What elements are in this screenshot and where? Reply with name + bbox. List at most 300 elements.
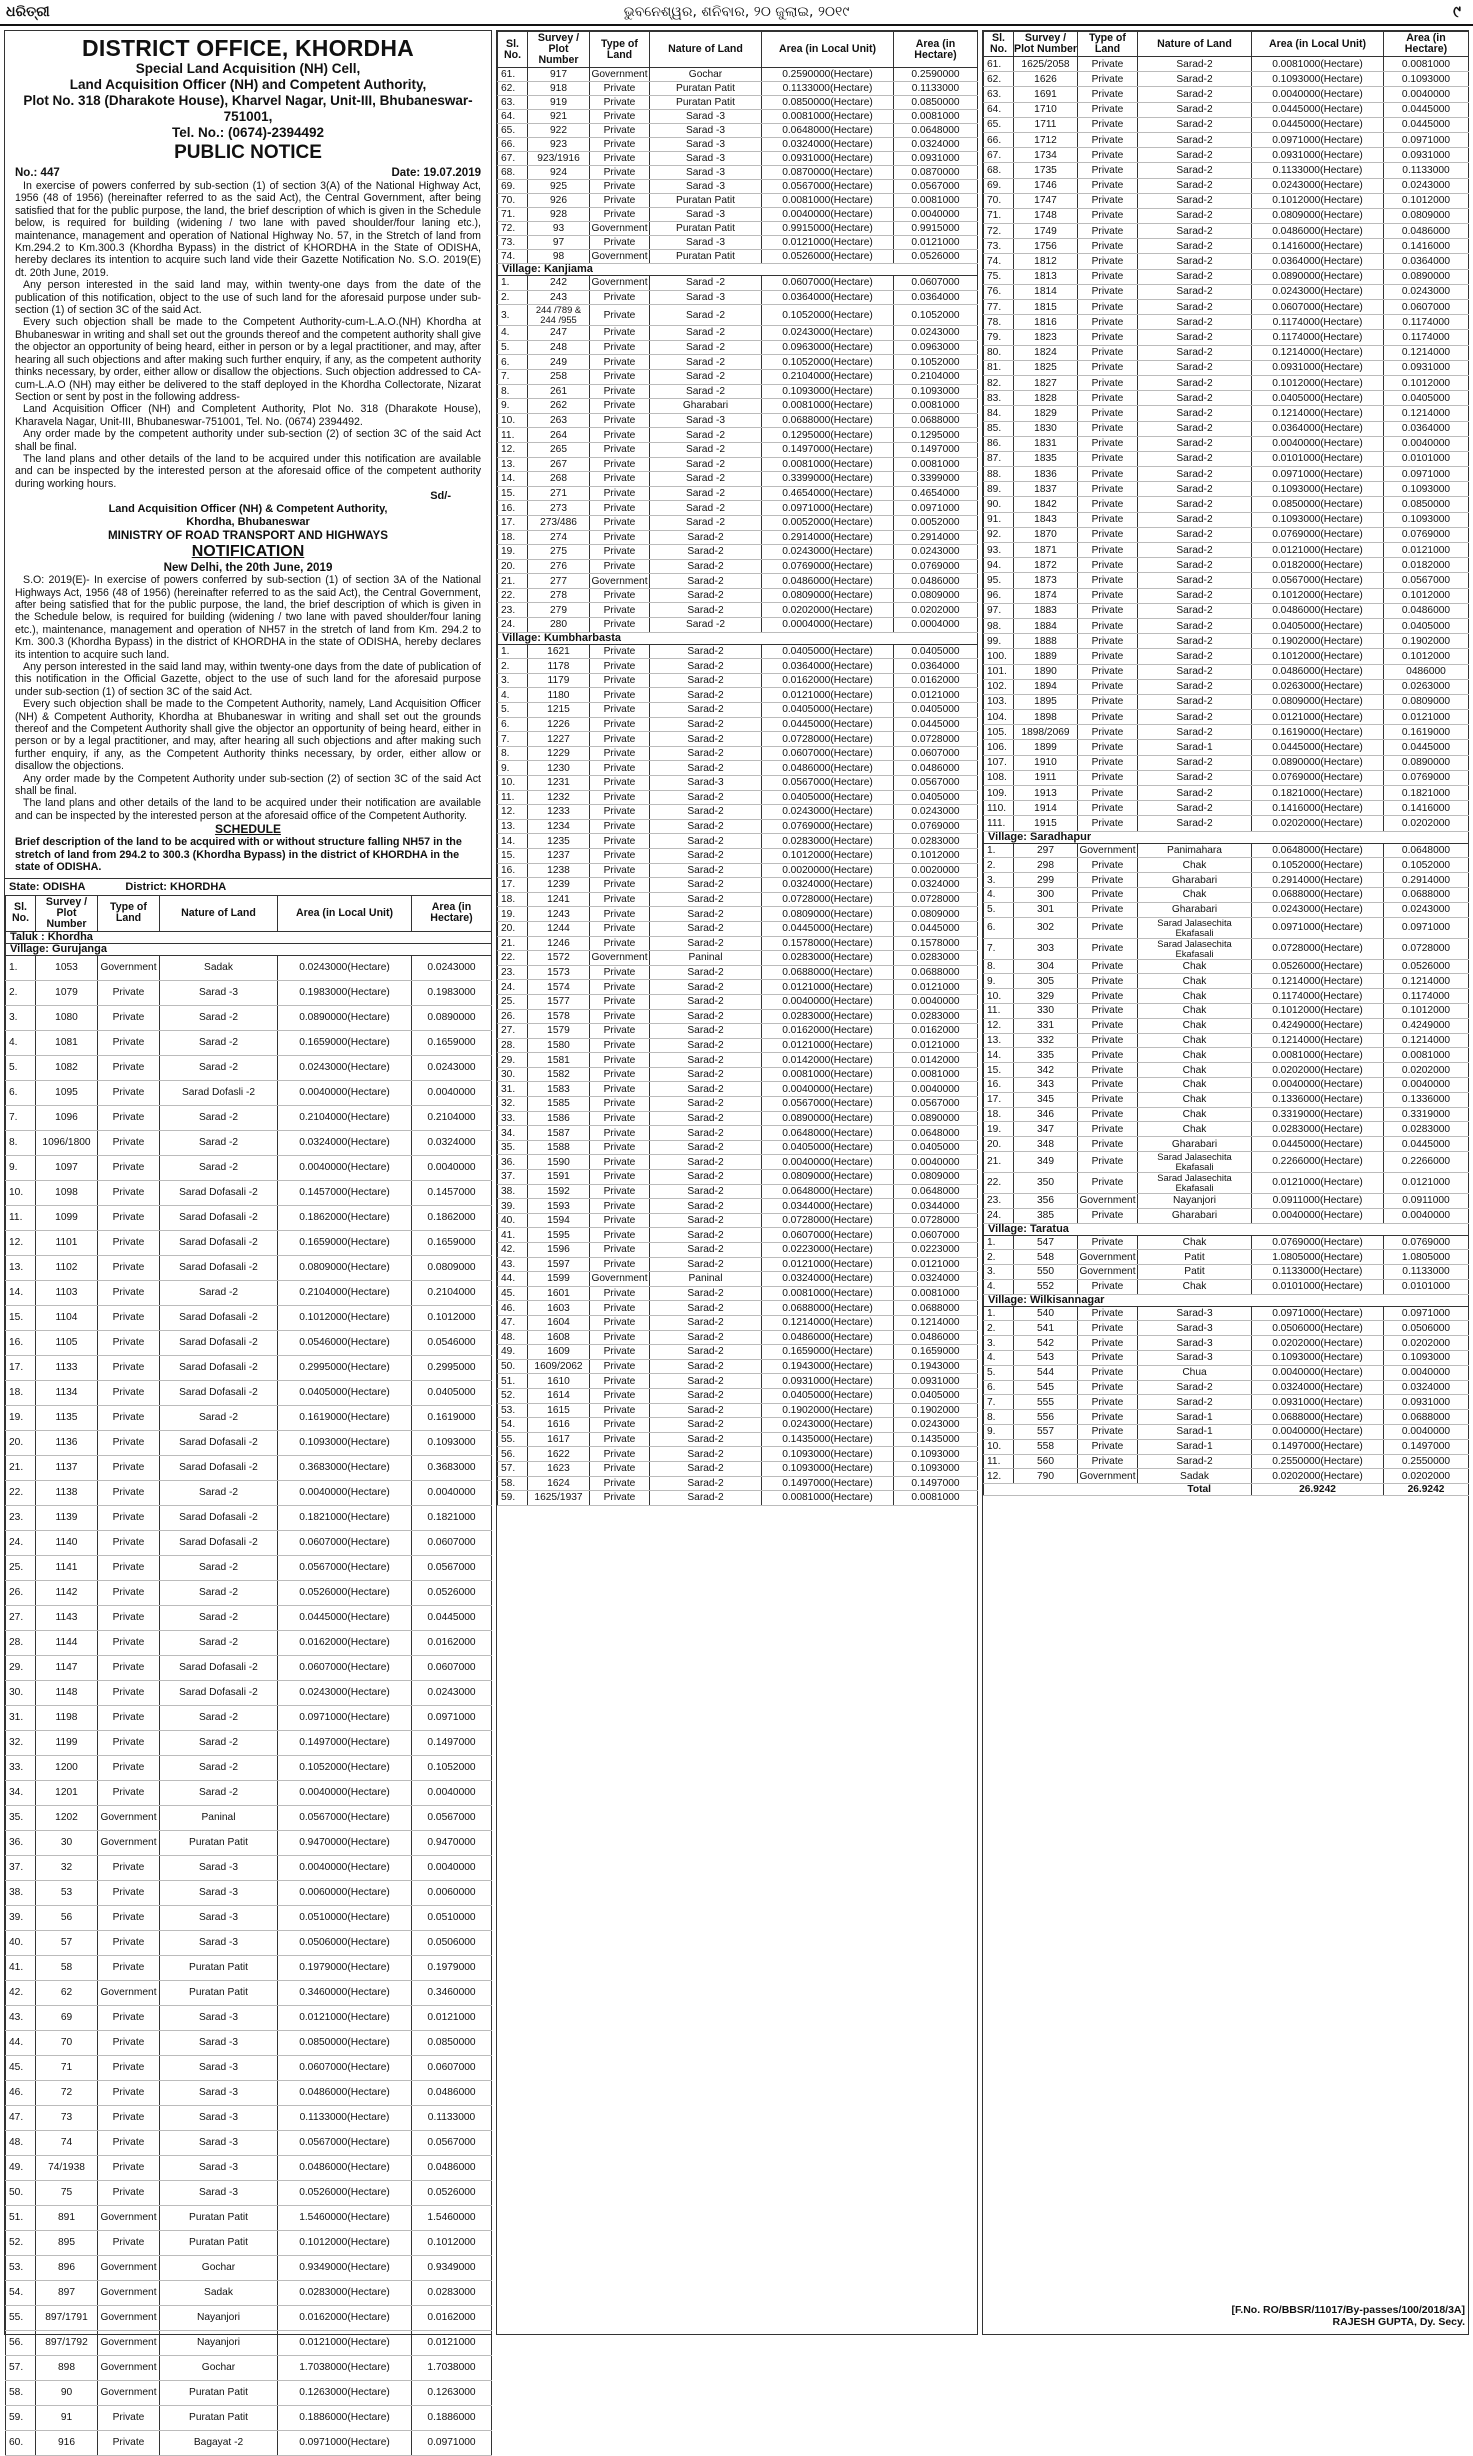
cell-nature: Chak — [1138, 1107, 1252, 1122]
cell-nature: Sarad-2 — [650, 1228, 762, 1243]
cell-nature: Sarad-2 — [1138, 436, 1252, 451]
cell-area-local: 0.0526000(Hectare) — [278, 1580, 412, 1605]
cell-type: Private — [590, 907, 650, 922]
cell-nature: Sarad-2 — [1138, 1395, 1252, 1410]
cell-area-local: 0.1133000(Hectare) — [278, 2105, 412, 2130]
table-row — [984, 208, 1469, 223]
cell-area-ha: 0.1012000 — [1384, 375, 1469, 390]
cell-survey: 1572 — [528, 951, 590, 966]
cell-area-local: 0.0688000(Hectare) — [762, 413, 894, 428]
schedule-heading: SCHEDULE — [214, 822, 281, 837]
notice-paragraph: The land plans and other details of the land to be acquired under their notification are available and can be inspected by the interested person at the aforesaid office of the Competent Authority. — [15, 797, 481, 822]
cell-type: Private — [98, 2155, 160, 2180]
cell-type: Private — [1078, 1321, 1138, 1336]
cell-sl: 50. — [6, 2180, 36, 2205]
cell-sl: 27. — [6, 1605, 36, 1630]
cell-area-ha: 0.1902000 — [1384, 634, 1469, 649]
cell-type: Private — [1078, 1439, 1138, 1454]
cell-type: Government — [591, 251, 648, 262]
cell-area-local: 0.1012000(Hectare) — [1252, 1003, 1384, 1018]
cell-nature: Sarad-2 — [650, 688, 762, 703]
cell-type: Private — [1078, 284, 1138, 299]
cell-nature: Sarad-2 — [650, 1330, 762, 1345]
cell-area-local: 0.3399000(Hectare) — [762, 472, 894, 487]
cell-nature: Sarad-2 — [650, 1009, 762, 1024]
cell-sl: 51. — [6, 2205, 36, 2230]
cell-area-local: 0.0607000(Hectare) — [278, 2055, 412, 2080]
table-row — [498, 472, 978, 487]
cell-area-ha: 0.0243000 — [894, 805, 978, 820]
cell-nature: Sarad-2 — [650, 936, 762, 951]
cell-sl: 16. — [498, 501, 528, 516]
cell-survey: 1830 — [1014, 421, 1078, 436]
cell-survey: 1911 — [1014, 770, 1078, 785]
table-row — [984, 254, 1469, 269]
cell-area-local: 0.0931000(Hectare) — [1252, 360, 1384, 375]
table-row — [984, 1048, 1469, 1063]
cell-sl: 6. — [6, 1080, 36, 1105]
cell-survey: 1884 — [1014, 618, 1078, 633]
cell-area-local: 0.0486000(Hectare) — [1252, 603, 1384, 618]
cell-area-local: 0.0526000(Hectare) — [1252, 959, 1384, 974]
cell-sl: 45. — [6, 2055, 36, 2080]
cell-area-ha: 0.0648000 — [894, 1184, 978, 1199]
cell-area-ha: 0.0121000 — [894, 1038, 978, 1053]
cell-area-ha: 0.0769000 — [894, 819, 978, 834]
cell-area-local: 0.1093000(Hectare) — [762, 1461, 894, 1476]
cell-nature: Gochar — [160, 2355, 278, 2380]
cell-sl: 46. — [6, 2080, 36, 2105]
cell-area-local: 0.1416000(Hectare) — [1252, 239, 1384, 254]
notice-paragraph: Land Acquisition Officer (NH) and Completent Authority, Plot No. 318 (Dharakote House), Kharavela Nagar, Unit-III, Bhubaneswar-751001, Tel. No. (0674) 2394492. — [15, 403, 481, 428]
cell-nature: Sarad-2 — [650, 1126, 762, 1141]
cell-area-local: 0.0040000(Hectare) — [1252, 1077, 1384, 1092]
cell-type: Private — [1078, 989, 1138, 1004]
cell-survey: 1831 — [1014, 436, 1078, 451]
cell-area-local: 0.0445000(Hectare) — [1252, 102, 1384, 117]
table-row — [498, 545, 978, 560]
cell-survey: 1580 — [528, 1038, 590, 1053]
cell-survey: 1143 — [36, 1605, 98, 1630]
cell-area-local: 0.0607000(Hectare) — [762, 276, 894, 291]
cell-nature: Sarad-3 — [650, 776, 762, 791]
table-row — [6, 1430, 492, 1455]
cell-nature: Sarad-2 — [1138, 345, 1252, 360]
cell-survey: 342 — [1014, 1063, 1078, 1078]
cell-survey: 265 — [528, 442, 590, 457]
cell-area-ha: 0.0688000 — [1384, 1410, 1469, 1425]
table-row — [6, 2130, 492, 2155]
cell-survey: 1623 — [528, 1461, 590, 1476]
cell-sl: 7. — [498, 732, 528, 747]
cell-sl: 57. — [498, 1461, 528, 1476]
cell-type: Private — [1078, 588, 1138, 603]
cell-survey: 97 — [528, 236, 590, 250]
cell-nature: Sarad Dofasali -2 — [160, 1430, 278, 1455]
cell-sl: 103. — [984, 694, 1014, 709]
cell-sl: 72. — [984, 224, 1014, 239]
cell-sl: 9. — [498, 761, 528, 776]
cell-area-local: 0.3460000(Hectare) — [278, 1980, 412, 2005]
cell-survey: 30 — [36, 1830, 98, 1855]
cell-area-ha: 0.0121000 — [1384, 1172, 1469, 1193]
cell-type: Private — [98, 1955, 160, 1980]
cell-nature: Sarad-2 — [1138, 634, 1252, 649]
cell-nature: Sarad -2 — [160, 1280, 278, 1305]
village-heading — [984, 1223, 1469, 1235]
table-row — [984, 148, 1469, 163]
cell-sl: 1. — [498, 644, 528, 659]
cell-sl: 67. — [498, 152, 528, 166]
cell-survey: 1746 — [1014, 178, 1078, 193]
cell-area-ha: 0.0688000 — [894, 965, 978, 980]
cell-sl: 71. — [984, 208, 1014, 223]
cell-sl: 19. — [498, 907, 528, 922]
header-area-local: Area (in Local Unit) — [278, 895, 412, 931]
cell-type: Private — [590, 936, 650, 951]
cell-area-local: 0.1336000(Hectare) — [1252, 1092, 1384, 1107]
table-row — [498, 761, 978, 776]
cell-nature: Puratan Patit — [650, 194, 762, 208]
cell-type: Private — [1078, 117, 1138, 132]
cell-type: Private — [1078, 1279, 1138, 1294]
cell-type: Private — [98, 1580, 160, 1605]
cell-survey: 1712 — [1014, 132, 1078, 147]
cell-sl: 54. — [6, 2280, 36, 2305]
cell-sl: 13. — [498, 457, 528, 472]
cell-area-local: 0.0121000(Hectare) — [278, 2005, 412, 2030]
table-row — [984, 360, 1469, 375]
cell-area-ha: 0.1174000 — [1384, 315, 1469, 330]
table-row — [984, 873, 1469, 888]
cell-type: Private — [590, 834, 650, 849]
cell-nature: Sarad-2 — [650, 965, 762, 980]
table-row — [6, 1955, 492, 1980]
cell-survey: 552 — [1014, 1279, 1078, 1294]
cell-sl: 63. — [984, 87, 1014, 102]
cell-sl: 13. — [6, 1255, 36, 1280]
cell-type: Private — [1078, 239, 1138, 254]
cell-area-ha: 0.1886000 — [412, 2405, 492, 2430]
cell-survey: 1711 — [1014, 117, 1078, 132]
cell-nature: Sarad -3 — [160, 1905, 278, 1930]
cell-type: Private — [1078, 436, 1138, 451]
cell-nature: Sarad-2 — [1138, 330, 1252, 345]
cell-type: Private — [590, 1213, 650, 1228]
cell-type: Private — [590, 236, 650, 250]
cell-area-local: 0.1174000(Hectare) — [1252, 330, 1384, 345]
cell-survey: 301 — [1014, 902, 1078, 917]
signatory: RAJESH GUPTA, Dy. Secy. — [1332, 2316, 1465, 2328]
table-row — [498, 413, 978, 428]
cell-area-local: 0.0364000(Hectare) — [1252, 254, 1384, 269]
cell-type: Private — [1078, 902, 1138, 917]
cell-area-local: 0.1052000(Hectare) — [1252, 858, 1384, 873]
cell-survey: 271 — [528, 486, 590, 501]
table-row — [498, 457, 978, 472]
cell-survey: 1105 — [36, 1330, 98, 1355]
cell-area-ha: 1.5460000 — [412, 2205, 492, 2230]
cell-nature: Sarad -2 — [160, 1030, 278, 1055]
cell-area-local: 0.0809000(Hectare) — [278, 1255, 412, 1280]
cell-sl: 110. — [984, 801, 1014, 816]
cell-type: Private — [1078, 974, 1138, 989]
table-row — [6, 1130, 492, 1155]
cell-area-ha: 0.0445000 — [894, 921, 978, 936]
cell-sl: 15. — [984, 1063, 1014, 1078]
cell-sl: 60. — [6, 2430, 36, 2455]
cell-area-local: 0.0607000(Hectare) — [278, 1655, 412, 1680]
cell-sl: 76. — [984, 284, 1014, 299]
cell-area-local: 0.0405000(Hectare) — [278, 1380, 412, 1405]
cell-nature: Puratan Patit — [160, 1955, 278, 1980]
cell-area-ha: 0.0405000 — [412, 1380, 492, 1405]
cell-nature: Sarad-2 — [650, 1024, 762, 1039]
cell-area-ha: 0.0850000 — [894, 96, 978, 110]
table-row — [498, 124, 978, 138]
cell-sl: 96. — [984, 588, 1014, 603]
cell-nature: Gharabari — [1138, 1208, 1252, 1223]
cell-nature: Sarad -2 — [160, 1630, 278, 1655]
table-row — [984, 1454, 1469, 1469]
table-row — [6, 1555, 492, 1580]
cell-survey: 1812 — [1014, 254, 1078, 269]
cell-area-ha: 0.0243000 — [412, 955, 492, 980]
cell-type: Government — [98, 1805, 160, 1830]
cell-nature: Sarad-2 — [650, 703, 762, 718]
cell-survey: 1581 — [528, 1053, 590, 1068]
cell-area-local: 0.0040000(Hectare) — [1252, 87, 1384, 102]
cell-type: Private — [590, 1067, 650, 1082]
cell-area-local: 0.0202000(Hectare) — [1252, 816, 1384, 831]
cell-sl: 55. — [498, 1432, 528, 1447]
cell-sl: 24. — [984, 1208, 1014, 1223]
cell-nature: Sarad-2 — [1138, 482, 1252, 497]
cell-area-ha: 0.0971000 — [894, 501, 978, 516]
cell-survey: 1179 — [528, 673, 590, 688]
cell-nature: Sarad -2 — [160, 1730, 278, 1755]
table-row — [6, 1530, 492, 1555]
cell-type: Government — [591, 223, 648, 234]
cell-nature: Sarad Jalasechita Ekafasali — [1138, 1151, 1252, 1172]
table-row — [984, 543, 1469, 558]
cell-sl: 52. — [498, 1388, 528, 1403]
cell-survey: 557 — [1014, 1425, 1078, 1440]
cell-sl: 11. — [984, 1003, 1014, 1018]
cell-sl: 54. — [498, 1418, 528, 1433]
table-row — [6, 1605, 492, 1630]
cell-type: Private — [98, 2055, 160, 2080]
cell-area-local: 0.1619000(Hectare) — [1252, 725, 1384, 740]
cell-area-local: 0.0486000(Hectare) — [278, 2155, 412, 2180]
table-row — [498, 442, 978, 457]
cell-nature: Sarad-2 — [1138, 87, 1252, 102]
cell-nature: Sarad-1 — [1138, 740, 1252, 755]
cell-survey: 1825 — [1014, 360, 1078, 375]
cell-sl: 62. — [498, 82, 528, 96]
cell-type: Private — [590, 96, 650, 110]
cell-nature: Sarad -2 — [650, 369, 762, 384]
table-row — [6, 2280, 492, 2305]
cell-area-ha: 0.0607000 — [412, 1655, 492, 1680]
cell-type: Private — [590, 326, 650, 341]
cell-area-ha: 0.0688000 — [894, 1301, 978, 1316]
cell-nature: Sarad Dofasli -2 — [160, 1080, 278, 1105]
cell-nature: Sarad-2 — [650, 1476, 762, 1491]
cell-survey: 1103 — [36, 1280, 98, 1305]
cell-area-local: 0.1093000(Hectare) — [762, 384, 894, 399]
cell-area-ha: 0.0405000 — [1384, 618, 1469, 633]
cell-type: Private — [590, 1097, 650, 1112]
cell-sl: 45. — [498, 1286, 528, 1301]
cell-area-ha: 0.1012000 — [894, 848, 978, 863]
header-sl: Sl. No. — [498, 32, 528, 68]
cell-area-ha: 0.1619000 — [1384, 725, 1469, 740]
cell-type: Private — [1078, 330, 1138, 345]
cell-area-ha: 0.0040000 — [412, 1780, 492, 1805]
table-row — [984, 1018, 1469, 1033]
header-area-ha: Area (in Hectare) — [412, 895, 492, 931]
cell-survey: 547 — [1014, 1235, 1078, 1250]
cell-area-local: 0.4654000(Hectare) — [762, 486, 894, 501]
cell-type: Private — [590, 166, 650, 180]
cell-survey: 1837 — [1014, 482, 1078, 497]
cell-type: Private — [1078, 254, 1138, 269]
cell-nature: Sarad-2 — [1138, 1454, 1252, 1469]
cell-nature: Sarad-2 — [1138, 269, 1252, 284]
cell-area-local: 1.7038000(Hectare) — [278, 2355, 412, 2380]
cell-nature: Sarad-2 — [650, 1155, 762, 1170]
cell-survey: 90 — [36, 2380, 98, 2405]
cell-nature: Chak — [1138, 1048, 1252, 1063]
cell-survey: 1616 — [528, 1418, 590, 1433]
cell-area-local: 0.0060000(Hectare) — [278, 1880, 412, 1905]
cell-sl: 59. — [6, 2405, 36, 2430]
cell-sl: 99. — [984, 634, 1014, 649]
table-row — [984, 887, 1469, 902]
cell-nature: Sarad-2 — [650, 644, 762, 659]
cell-survey: 1231 — [528, 776, 590, 791]
cell-area-local: 0.0243000(Hectare) — [278, 955, 412, 980]
cell-area-ha: 0.1214000 — [1384, 974, 1469, 989]
cell-sl: 1. — [984, 1306, 1014, 1321]
village-name: Village: Saradhapur — [984, 831, 1469, 843]
cell-survey: 1889 — [1014, 649, 1078, 664]
cell-area-local: 0.0243000(Hectare) — [762, 545, 894, 560]
cell-area-local: 0.1943000(Hectare) — [762, 1359, 894, 1374]
cell-area-ha: 0.0162000 — [412, 2305, 492, 2330]
cell-survey: 249 — [528, 355, 590, 370]
cell-nature: Sarad-2 — [650, 530, 762, 545]
table-row — [6, 1480, 492, 1505]
cell-sl: 98. — [984, 618, 1014, 633]
cell-type: Private — [1078, 102, 1138, 117]
cell-type: Private — [1078, 406, 1138, 421]
cell-survey: 1836 — [1014, 467, 1078, 482]
table-row — [6, 1005, 492, 1030]
notice-sub-1: Special Land Acquisition (NH) Cell, — [135, 61, 361, 76]
cell-sl: 70. — [498, 194, 528, 208]
cell-type: Private — [1078, 543, 1138, 558]
cell-nature: Sarad -3 — [160, 1855, 278, 1880]
cell-area-local: 0.1214000(Hectare) — [1252, 406, 1384, 421]
cell-type: Private — [98, 1605, 160, 1630]
cell-sl: 97. — [984, 603, 1014, 618]
cell-survey: 1226 — [528, 717, 590, 732]
cell-area-ha: 0.0121000 — [894, 236, 978, 250]
table-row — [984, 117, 1469, 132]
cell-survey: 1748 — [1014, 208, 1078, 223]
cell-area-ha: 0.1093000 — [894, 1447, 978, 1462]
cell-nature: Nayanjori — [160, 2330, 278, 2355]
signature-place: Khordha, Bhubaneswar — [186, 516, 310, 529]
cell-area-local: 0.0364000(Hectare) — [762, 290, 894, 305]
cell-area-local: 0.0769000(Hectare) — [1252, 770, 1384, 785]
village-name: Village: Kumbharbasta — [498, 632, 978, 644]
cell-area-local: 0.0963000(Hectare) — [762, 340, 894, 355]
cell-survey: 1842 — [1014, 497, 1078, 512]
cell-area-local: 0.0526000(Hectare) — [762, 250, 894, 264]
cell-area-ha: 0.0931000 — [1384, 360, 1469, 375]
cell-area-ha: 0.0567000 — [412, 1555, 492, 1580]
cell-area-local: 0.1214000(Hectare) — [1252, 974, 1384, 989]
cell-nature: Sarad-3 — [1138, 1336, 1252, 1351]
table-row — [984, 917, 1469, 938]
table-row — [984, 1439, 1469, 1454]
cell-survey: 896 — [36, 2255, 98, 2280]
cell-sl: 26. — [6, 1580, 36, 1605]
table-row — [498, 921, 978, 936]
cell-area-local: 0.0769000(Hectare) — [1252, 527, 1384, 542]
cell-survey: 1898 — [1014, 710, 1078, 725]
cell-area-local: 0.2104000(Hectare) — [278, 1105, 412, 1130]
cell-sl: 20. — [984, 1137, 1014, 1152]
cell-nature: Sarad-2 — [650, 1243, 762, 1258]
cell-survey: 1574 — [528, 980, 590, 995]
cell-nature: Sarad -3 — [160, 2180, 278, 2205]
cell-nature: Gharabari — [1138, 902, 1252, 917]
cell-area-ha: 0.0931000 — [1384, 1395, 1469, 1410]
cell-nature: Sarad -2 — [160, 1555, 278, 1580]
cell-area-ha: 0.0040000 — [894, 208, 978, 222]
cell-nature: Sarad-2 — [650, 980, 762, 995]
table-row — [6, 1780, 492, 1805]
cell-area-local: 0.0688000(Hectare) — [762, 965, 894, 980]
cell-survey: 1835 — [1014, 451, 1078, 466]
cell-nature: Chak — [1138, 1063, 1252, 1078]
cell-survey: 1577 — [528, 994, 590, 1009]
cell-survey: 544 — [1014, 1365, 1078, 1380]
cell-nature: Sarad-2 — [650, 1097, 762, 1112]
cell-nature: Sarad-2 — [650, 1403, 762, 1418]
cell-nature: Sadak — [160, 2280, 278, 2305]
table-row — [6, 1280, 492, 1305]
cell-area-ha: 0.0769000 — [1384, 1235, 1469, 1250]
cell-area-ha: 0.0850000 — [412, 2030, 492, 2055]
cell-sl: 35. — [498, 1140, 528, 1155]
cell-survey: 917 — [528, 68, 590, 82]
table-row — [498, 878, 978, 893]
cell-type: Private — [590, 384, 650, 399]
cell-area-local: 0.0971000(Hectare) — [1252, 132, 1384, 147]
cell-type: Private — [98, 1355, 160, 1380]
village-name: Village: Kanjiama — [498, 264, 978, 276]
table-row — [984, 57, 1469, 72]
cell-survey: 1609 — [528, 1345, 590, 1360]
cell-survey: 69 — [36, 2005, 98, 2030]
cell-area-local: 0.1133000(Hectare) — [1252, 1265, 1384, 1280]
cell-area-ha: 0.0121000 — [894, 688, 978, 703]
